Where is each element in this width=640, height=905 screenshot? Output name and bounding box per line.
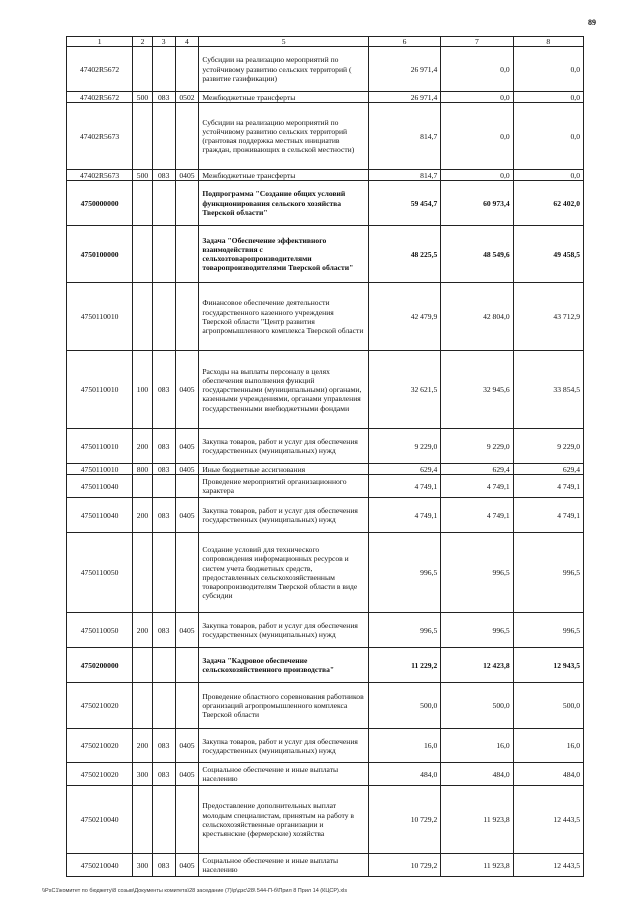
row-kvr-cell [133, 533, 153, 613]
header-cell: 4 [175, 37, 199, 47]
row-kvr-cell: 200 [133, 498, 153, 533]
row-value-year2-cell: 996,5 [441, 533, 513, 613]
row-description-cell: Межбюджетные трансферты [199, 170, 369, 181]
row-value-year3-cell: 33 854,5 [513, 351, 583, 429]
row-description-cell: Закупка товаров, работ и услуг для обеспечения государственных (муниципальных) нужд [199, 613, 369, 648]
row-grbs-cell [152, 683, 175, 729]
row-code-cell: 4750210020 [67, 683, 133, 729]
row-value-year3-cell: 500,0 [513, 683, 583, 729]
header-cell: 6 [368, 37, 440, 47]
row-section-cell: 0405 [175, 613, 199, 648]
row-grbs-cell: 083 [152, 92, 175, 103]
header-row [67, 37, 584, 47]
row-section-cell [175, 181, 199, 226]
row-kvr-cell [133, 283, 153, 351]
row-value-year1-cell: 996,5 [368, 613, 440, 648]
row-section-cell [175, 226, 199, 283]
header-cell: 5 [199, 37, 369, 47]
row-code-cell: 4750210040 [67, 786, 133, 854]
row-grbs-cell: 083 [152, 854, 175, 877]
row-description-cell: Закупка товаров, работ и услуг для обеспечения государственных (муниципальных) нужд [199, 729, 369, 763]
row-grbs-cell [152, 103, 175, 170]
row-code-cell: 4750110050 [67, 533, 133, 613]
row-value-year2-cell: 4 749,1 [441, 475, 513, 498]
row-kvr-cell: 300 [133, 763, 153, 786]
row-section-cell [175, 283, 199, 351]
row-value-year3-cell: 12 943,5 [513, 648, 583, 683]
table-row [67, 613, 584, 648]
row-grbs-cell [152, 47, 175, 92]
row-section-cell [175, 648, 199, 683]
header-cell: 2 [133, 37, 153, 47]
row-value-year3-cell: 0,0 [513, 170, 583, 181]
row-grbs-cell: 083 [152, 170, 175, 181]
row-description-cell: Межбюджетные трансферты [199, 92, 369, 103]
row-value-year1-cell: 629,4 [368, 464, 440, 475]
row-value-year2-cell: 9 229,0 [441, 429, 513, 464]
row-kvr-cell: 200 [133, 613, 153, 648]
row-value-year1-cell: 4 749,1 [368, 498, 440, 533]
row-value-year1-cell: 11 229,2 [368, 648, 440, 683]
row-grbs-cell [152, 283, 175, 351]
row-code-cell: 4750210020 [67, 763, 133, 786]
row-grbs-cell [152, 475, 175, 498]
row-value-year2-cell: 0,0 [441, 103, 513, 170]
table-row [67, 226, 584, 283]
page-number: 89 [588, 18, 596, 27]
row-grbs-cell [152, 226, 175, 283]
footer-file-path: \\PsC1\комитет по бюджету\8 созыв\Документы комитета\28 заседание (7)\р\дзс\28\ 544-П-б\Прил 8 Прил 14 (КЦСР).xls [42, 888, 348, 894]
row-value-year2-cell: 48 549,6 [441, 226, 513, 283]
row-kvr-cell [133, 648, 153, 683]
row-description-cell: Социальное обеспечение и иные выплаты населению [199, 854, 369, 877]
table-row [67, 103, 584, 170]
row-value-year3-cell: 484,0 [513, 763, 583, 786]
row-kvr-cell [133, 683, 153, 729]
row-value-year3-cell: 996,5 [513, 533, 583, 613]
row-section-cell: 0405 [175, 351, 199, 429]
row-value-year2-cell: 60 973,4 [441, 181, 513, 226]
table-row [67, 763, 584, 786]
row-value-year2-cell: 0,0 [441, 170, 513, 181]
row-value-year2-cell: 629,4 [441, 464, 513, 475]
row-value-year2-cell: 500,0 [441, 683, 513, 729]
row-description-cell: Социальное обеспечение и иные выплаты населению [199, 763, 369, 786]
row-kvr-cell: 800 [133, 464, 153, 475]
row-description-cell: Создание условий для технического сопровождения информационных ресурсов и систем учета бюджетных средств, предоставленных сельскохозяйственным товаропроизводителям Тверской области в виде субсидии [199, 533, 369, 613]
row-section-cell: 0405 [175, 498, 199, 533]
row-grbs-cell: 083 [152, 464, 175, 475]
row-kvr-cell: 100 [133, 351, 153, 429]
table-row [67, 475, 584, 498]
table-row [67, 429, 584, 464]
row-section-cell [175, 103, 199, 170]
row-value-year2-cell: 996,5 [441, 613, 513, 648]
row-value-year1-cell: 10 729,2 [368, 854, 440, 877]
row-value-year1-cell: 484,0 [368, 763, 440, 786]
row-kvr-cell: 200 [133, 429, 153, 464]
row-value-year3-cell: 62 402,0 [513, 181, 583, 226]
row-value-year3-cell: 43 712,9 [513, 283, 583, 351]
header-cell: 8 [513, 37, 583, 47]
row-value-year2-cell: 12 423,8 [441, 648, 513, 683]
table-row [67, 854, 584, 877]
row-section-cell [175, 47, 199, 92]
row-value-year3-cell: 0,0 [513, 103, 583, 170]
row-value-year3-cell: 49 458,5 [513, 226, 583, 283]
row-description-cell: Проведение мероприятий организационного характера [199, 475, 369, 498]
row-value-year3-cell: 16,0 [513, 729, 583, 763]
row-description-cell: Проведение областного соревнования работников организаций агропромышленного комплекса Тверской области [199, 683, 369, 729]
table-row [67, 683, 584, 729]
row-value-year1-cell: 59 454,7 [368, 181, 440, 226]
row-kvr-cell: 500 [133, 170, 153, 181]
row-code-cell: 4750110010 [67, 283, 133, 351]
row-code-cell: 4750110010 [67, 351, 133, 429]
row-code-cell: 4750210020 [67, 729, 133, 763]
table-row [67, 181, 584, 226]
row-value-year3-cell: 629,4 [513, 464, 583, 475]
table-row [67, 283, 584, 351]
row-kvr-cell [133, 226, 153, 283]
row-grbs-cell: 083 [152, 351, 175, 429]
row-code-cell: 47402R5673 [67, 170, 133, 181]
table-row [67, 533, 584, 613]
row-grbs-cell: 083 [152, 613, 175, 648]
row-description-cell: Предоставление дополнительных выплат молодым специалистам, принятым на работу в сельскохозяйственные организации и крестьянские (фермерские) хозяйства [199, 786, 369, 854]
row-section-cell: 0405 [175, 464, 199, 475]
row-code-cell: 4750110010 [67, 429, 133, 464]
row-code-cell: 4750200000 [67, 648, 133, 683]
row-description-cell: Субсидии на реализацию мероприятий по устойчивому развитию сельских территорий ( развитие газификации) [199, 47, 369, 92]
row-section-cell: 0405 [175, 729, 199, 763]
row-code-cell: 47402R5672 [67, 47, 133, 92]
row-code-cell: 47402R5673 [67, 103, 133, 170]
row-kvr-cell [133, 786, 153, 854]
row-grbs-cell: 083 [152, 729, 175, 763]
row-section-cell [175, 683, 199, 729]
budget-table [66, 36, 584, 877]
header-cell: 3 [152, 37, 175, 47]
table-row [67, 464, 584, 475]
row-value-year1-cell: 48 225,5 [368, 226, 440, 283]
row-description-cell: Финансовое обеспечение деятельности государственного казенного учреждения Тверской области "Центр развития агропромышленного комплекса Тверской области [199, 283, 369, 351]
row-grbs-cell: 083 [152, 429, 175, 464]
row-value-year2-cell: 4 749,1 [441, 498, 513, 533]
row-kvr-cell: 300 [133, 854, 153, 877]
row-section-cell: 0405 [175, 763, 199, 786]
row-description-cell: Иные бюджетные ассигнования [199, 464, 369, 475]
row-value-year2-cell: 11 923,8 [441, 854, 513, 877]
table-row [67, 47, 584, 92]
row-kvr-cell [133, 47, 153, 92]
row-grbs-cell [152, 533, 175, 613]
row-value-year3-cell: 12 443,5 [513, 854, 583, 877]
row-description-cell: Задача "Обеспечение эффективного взаимодействия с сельхозтоваропроизводителями товаропроизводителями Тверской области" [199, 226, 369, 283]
row-code-cell: 47402R5672 [67, 92, 133, 103]
table-row [67, 351, 584, 429]
row-value-year1-cell: 814,7 [368, 103, 440, 170]
row-code-cell: 4750110050 [67, 613, 133, 648]
row-value-year3-cell: 4 749,1 [513, 498, 583, 533]
row-value-year1-cell: 500,0 [368, 683, 440, 729]
row-value-year1-cell: 996,5 [368, 533, 440, 613]
row-description-cell: Задача "Кадровое обеспечение сельскохозяйственного производства" [199, 648, 369, 683]
row-description-cell: Расходы на выплаты персоналу в целях обеспечения выполнения функций государственными (муниципальными) органами, казенными учреждениями, органами управления государственными внебюджетными фондами [199, 351, 369, 429]
row-kvr-cell: 500 [133, 92, 153, 103]
row-value-year2-cell: 0,0 [441, 92, 513, 103]
row-section-cell [175, 475, 199, 498]
row-kvr-cell [133, 181, 153, 226]
row-value-year2-cell: 484,0 [441, 763, 513, 786]
row-code-cell: 4750000000 [67, 181, 133, 226]
row-value-year1-cell: 32 621,5 [368, 351, 440, 429]
row-section-cell [175, 533, 199, 613]
row-value-year1-cell: 10 729,2 [368, 786, 440, 854]
row-section-cell [175, 786, 199, 854]
row-section-cell: 0502 [175, 92, 199, 103]
row-description-cell: Закупка товаров, работ и услуг для обеспечения государственных (муниципальных) нужд [199, 429, 369, 464]
row-value-year3-cell: 0,0 [513, 47, 583, 92]
row-kvr-cell [133, 103, 153, 170]
row-value-year3-cell: 996,5 [513, 613, 583, 648]
table-row [67, 729, 584, 763]
row-value-year1-cell: 42 479,9 [368, 283, 440, 351]
row-kvr-cell [133, 475, 153, 498]
row-value-year1-cell: 814,7 [368, 170, 440, 181]
row-value-year2-cell: 0,0 [441, 47, 513, 92]
row-code-cell: 4750110040 [67, 475, 133, 498]
row-value-year2-cell: 11 923,8 [441, 786, 513, 854]
header-cell: 7 [441, 37, 513, 47]
row-value-year1-cell: 16,0 [368, 729, 440, 763]
row-grbs-cell [152, 181, 175, 226]
row-grbs-cell [152, 648, 175, 683]
table-row [67, 498, 584, 533]
row-value-year2-cell: 42 804,0 [441, 283, 513, 351]
row-description-cell: Подпрограмма "Создание общих условий функционирования сельского хозяйства Тверской области" [199, 181, 369, 226]
row-value-year3-cell: 12 443,5 [513, 786, 583, 854]
table-row [67, 170, 584, 181]
row-value-year1-cell: 9 229,0 [368, 429, 440, 464]
row-code-cell: 4750110010 [67, 464, 133, 475]
table-row [67, 92, 584, 103]
row-description-cell: Субсидии на реализацию мероприятий по устойчивому развитию сельских территорий (грантовая поддержка местных инициатив граждан, проживающих в сельской местности) [199, 103, 369, 170]
row-grbs-cell [152, 786, 175, 854]
row-value-year2-cell: 32 945,6 [441, 351, 513, 429]
table-row [67, 648, 584, 683]
row-value-year1-cell: 26 971,4 [368, 47, 440, 92]
row-grbs-cell: 083 [152, 498, 175, 533]
row-code-cell: 4750210040 [67, 854, 133, 877]
header-cell: 1 [67, 37, 133, 47]
row-section-cell: 0405 [175, 854, 199, 877]
row-grbs-cell: 083 [152, 763, 175, 786]
row-value-year3-cell: 4 749,1 [513, 475, 583, 498]
row-value-year1-cell: 4 749,1 [368, 475, 440, 498]
row-code-cell: 4750100000 [67, 226, 133, 283]
row-value-year3-cell: 9 229,0 [513, 429, 583, 464]
row-description-cell: Закупка товаров, работ и услуг для обеспечения государственных (муниципальных) нужд [199, 498, 369, 533]
row-kvr-cell: 200 [133, 729, 153, 763]
row-value-year2-cell: 16,0 [441, 729, 513, 763]
table-row [67, 786, 584, 854]
row-section-cell: 0405 [175, 170, 199, 181]
row-value-year1-cell: 26 971,4 [368, 92, 440, 103]
row-value-year3-cell: 0,0 [513, 92, 583, 103]
row-section-cell: 0405 [175, 429, 199, 464]
row-code-cell: 4750110040 [67, 498, 133, 533]
